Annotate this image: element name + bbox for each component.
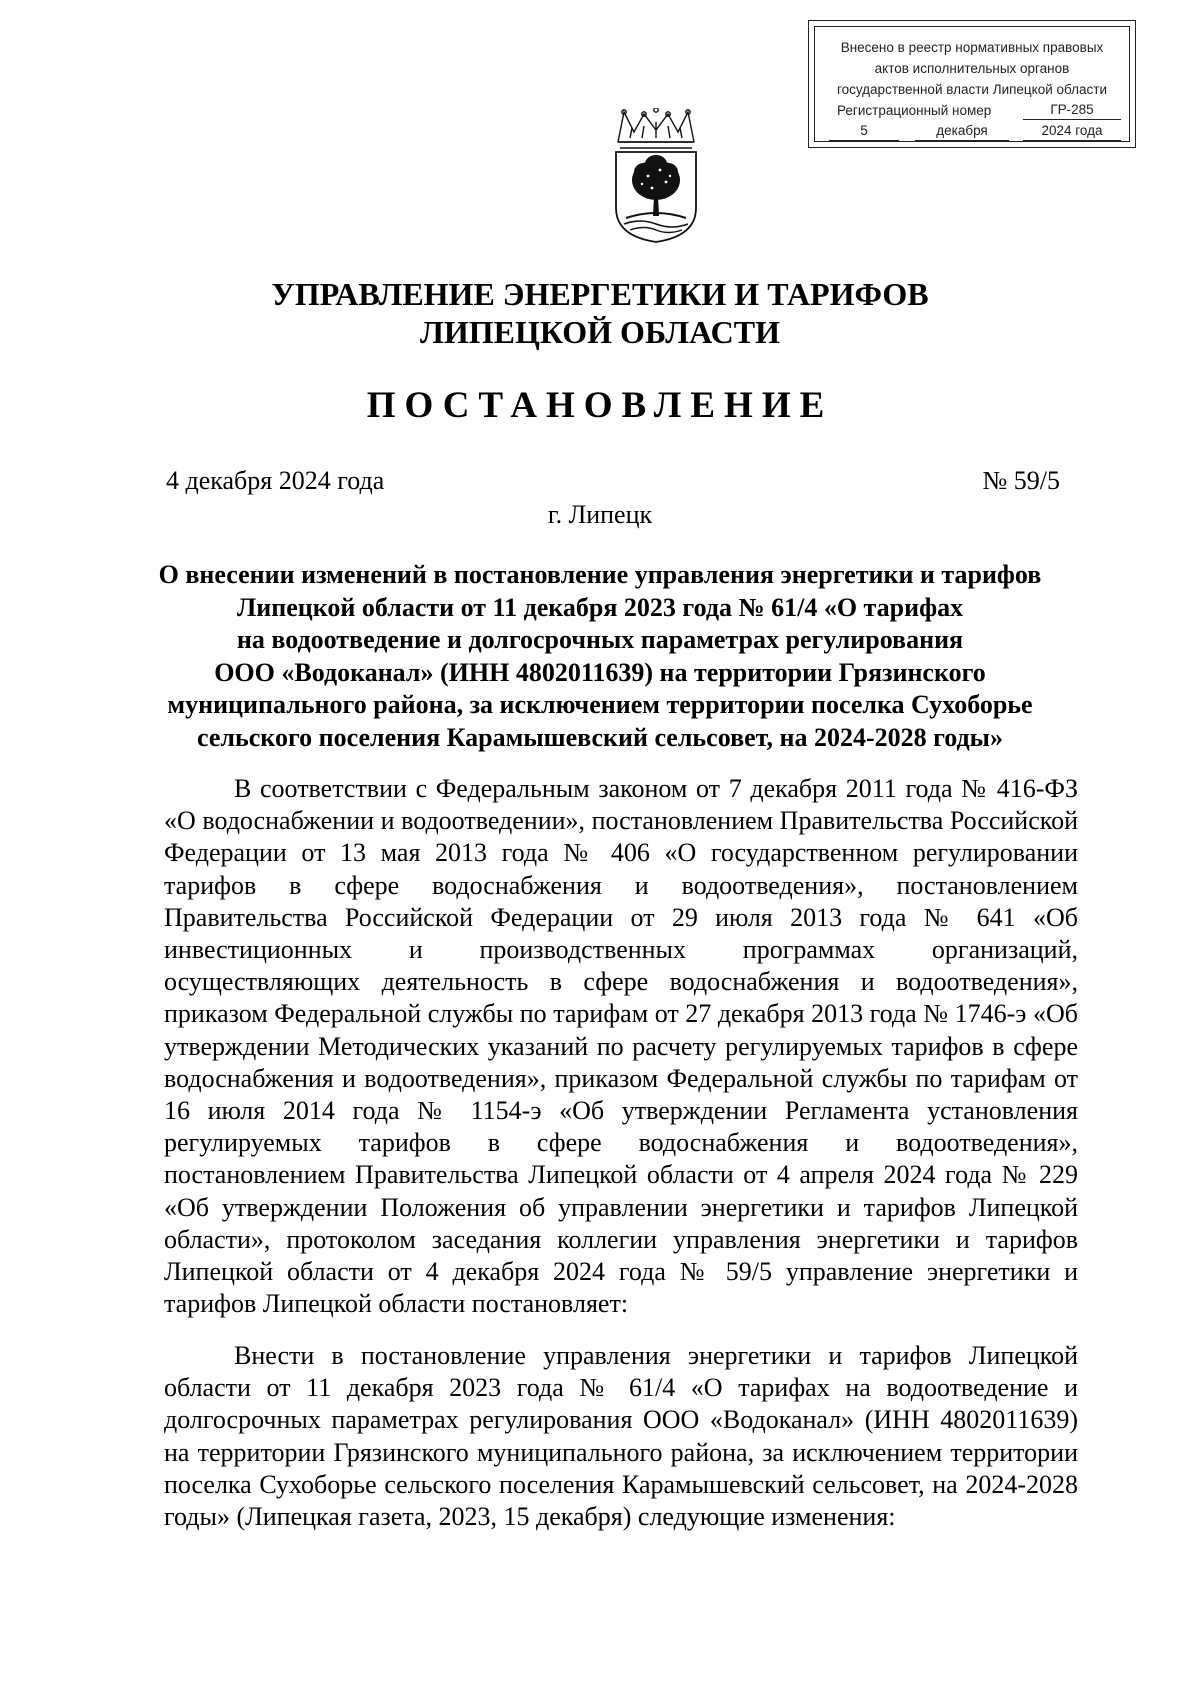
subject-line: О внесении изменений в постановление управления энергетики и тарифов <box>158 560 1042 589</box>
stamp-registration-row <box>815 100 1129 121</box>
stamp-line-2: актов исполнительных органов <box>874 61 1070 76</box>
coat-of-arms-icon <box>610 108 702 244</box>
authority-name-line-1: УПРАВЛЕНИЕ ЭНЕРГЕТИКИ И ТАРИФОВ <box>271 276 929 312</box>
body-paragraph-legal-basis: В соответствии с Федеральным законом от 7 декабря 2011 года № 416-ФЗ «О водоснабжении и водоотведении», постановлением Правительства Российской Федерации от 13 мая 2013 года № 406 «О государственном регулировании тарифов в сфере водоснабжения и водоотведения», постановлением Правительства Российской Федерации от 29 июля 2013 года № 641 «Об инвестиционных и производственных программах организаций, осуществляющих деятельность в сфере водоснабжения и водоотведения», приказом Федеральной службы по тарифам от 27 декабря 2013 года № 1746-э «Об утверждении Методических указаний по расчету регулируемых тарифов в сфере водоснабжения и водоотведения», приказом Федеральной службы по тарифам от 16 июля 2014 года № 1154-э «Об утверждении Регламента установления регулируемых тарифов в сфере водоснабжения и водоотведения», постановлением Правительства Липецкой области от 4 апреля 2024 года № 229 «Об утверждении Положения об управлении энергетики и тарифов Липецкой области», протоколом заседания коллегии управления энергетики и тарифов Липецкой области от 4 декабря 2024 года № 59/5 управление энергетики и тарифов Липецкой области постановляет: <box>164 774 1078 1319</box>
stamp-month: декабря <box>915 121 1009 141</box>
stamp-day: 5 <box>829 121 899 141</box>
registry-stamp <box>808 20 1136 148</box>
stamp-year: 2024 года <box>1023 121 1121 141</box>
subject-line: сельского поселения Карамышевский сельсовет, на 2024-2028 годы» <box>197 722 1003 752</box>
stamp-reg-label: Регистрационный номер <box>837 103 992 118</box>
document-date: 4 декабря 2024 года <box>166 466 385 495</box>
document-type-title: ПОСТАНОВЛЕНИЕ <box>366 385 834 426</box>
document-number: № 59/5 <box>982 466 1060 495</box>
subject-line: ООО «Водоканал» (ИНН 4802011639) на территории Грязинского <box>214 657 986 687</box>
registry-stamp-inner-frame <box>814 26 1130 142</box>
subject-line: Липецкой области от 11 декабря 2023 года № 61/4 «О тарифах <box>236 592 964 622</box>
authority-name-line-2: ЛИПЕЦКОЙ ОБЛАСТИ <box>420 314 780 350</box>
subject-line: муниципального района, за исключением территории поселка Сухоборье <box>167 690 1033 719</box>
stamp-line-3: государственной власти Липецкой области <box>836 82 1108 97</box>
document-subject <box>150 559 1050 754</box>
subject-line: на водоотведение и долгосрочных параметрах регулирования <box>236 625 964 654</box>
body-paragraph-resolution: Внести в постановление управления энергетики и тарифов Липецкой области от 11 декабря 2023 года № 61/4 «О тарифах на водоотведение и долгосрочных параметрах регулирования ООО «Водоканал» (ИНН 4802011639) на территории Грязинского муниципального района, за исключением территории поселка Сухоборье сельского поселения Карамышевский сельсовет, на 2024-2028 годы» (Липецкая газета, 2023, 15 декабря) следующие изменения: <box>164 1341 1078 1532</box>
document-city: г. Липецк <box>547 500 653 529</box>
stamp-reg-number: ГР-285 <box>1023 100 1121 120</box>
stamp-date-row <box>815 121 1129 142</box>
stamp-line-1: Внесено в реестр нормативных правовых <box>840 40 1104 55</box>
